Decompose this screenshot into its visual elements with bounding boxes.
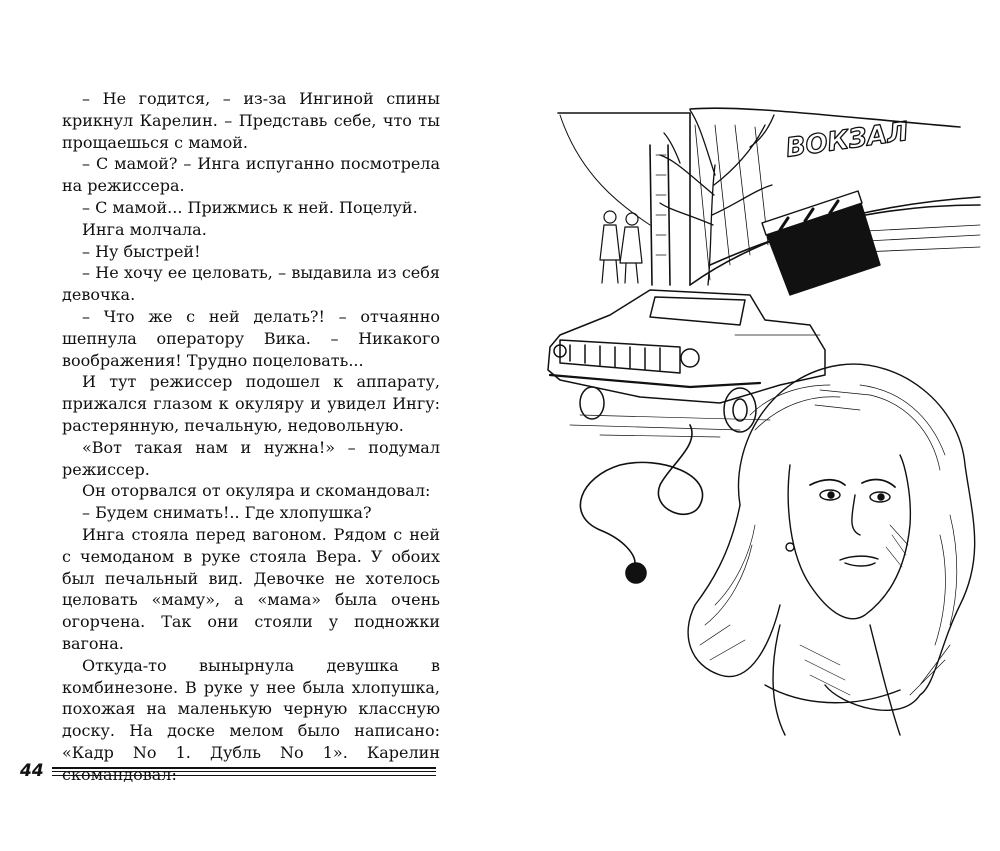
- station-building: [558, 108, 980, 285]
- paragraph: – Не годится, – из-за Ингиной спины крикнул Карелин. – Представь себе, что ты прощаешься с мамой.: [62, 89, 440, 152]
- paragraph: Инга молчала.: [82, 219, 207, 239]
- paragraph: Откуда-то вынырнула девушка в комбинезоне. В руке у нее была хлопушка, похожая на маленькую черную классную доску. На доске мелом было написано: «Кадр No 1. Дубль No 1». Карелин: [62, 655, 440, 762]
- cable: [580, 425, 702, 583]
- paragraph: – Ну быстрей!: [82, 241, 201, 261]
- shadow-hatching: [800, 525, 908, 695]
- car: [548, 290, 825, 432]
- clapperboard: [762, 191, 880, 295]
- paragraph: – С мамой? – Инга испуганно посмотрела на режиссера.: [62, 154, 440, 196]
- paragraph: – С мамой... Прижмись к ней. Поцелуй.: [82, 197, 418, 217]
- ink-illustration: [540, 85, 992, 745]
- footer-rule: [52, 775, 436, 776]
- people: [600, 211, 642, 283]
- station-sign: ВОКЗАЛ: [784, 116, 911, 164]
- paragraph: Он оторвался от окуляра и скомандовал:: [82, 481, 431, 501]
- footer-rule: [52, 771, 436, 772]
- paragraph: – Будем снимать!.. Где хлопушка?: [82, 503, 372, 523]
- paragraph: – Не хочу ее целовать, – выдавила из себя девочка.: [62, 263, 440, 305]
- woman-portrait: [688, 364, 975, 735]
- body-text: [62, 88, 440, 786]
- tree: [660, 110, 774, 285]
- page-number: 44: [20, 761, 44, 781]
- paragraph: – Что же с ней делать?! – отчаянно шепнула оператору Вика. – Никакого воображения! Трудно поцеловать...: [62, 306, 440, 370]
- paragraph: «Вот такая нам и нужна!» – подумал режиссер.: [62, 437, 440, 479]
- paragraph: Инга стояла перед вагоном. Рядом с ней с чемоданом в руке стояла Вера. У обоих был печальный вид. Девочке не хотелось целовать «маму», а «мама» была очень огорчена. Так они стояли у подножки вагона.: [62, 524, 440, 653]
- footer-rule: [52, 767, 436, 769]
- paragraph: И тут режиссер подошел к аппарату, прижался глазом к окуляру и увидел Ингу: растерянную, печальную, недовольную.: [62, 372, 440, 435]
